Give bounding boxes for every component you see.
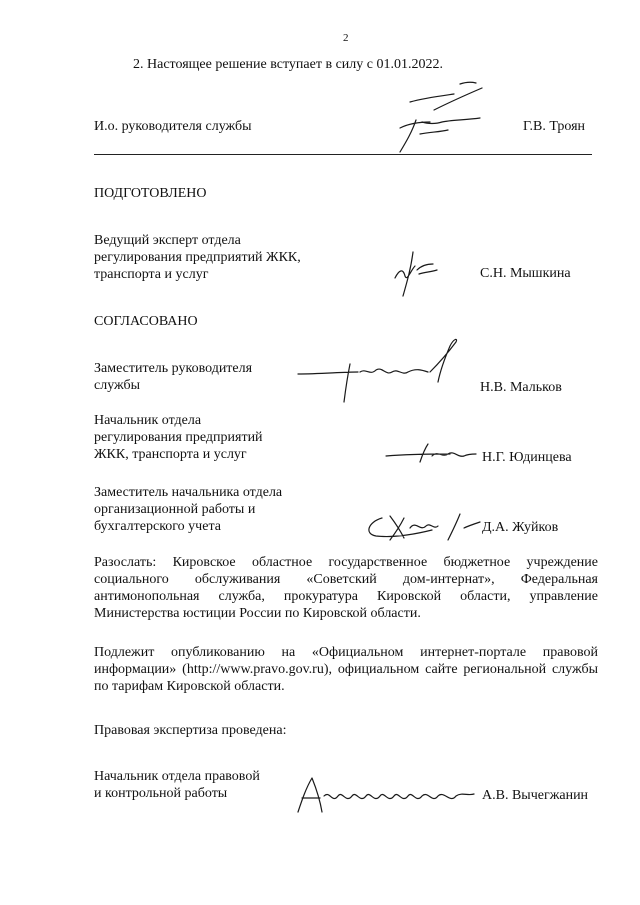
- distribution-text: Разослать: Кировское областное государственное бюджетное учреждение социального обслуживания «Советский дом-интернат», Федеральная антимонопольная служба, прокуратура Кировской области, управление Министерства юстиции России по Кировской области.: [94, 555, 598, 621]
- separator-line: [94, 154, 592, 155]
- legal-review-name: А.В. Вычегжанин: [482, 788, 589, 803]
- signer-1-position: Заместитель руководителя службы: [94, 361, 253, 393]
- signer-3-signature: [360, 500, 484, 550]
- clause-text: 2. Настоящее решение вступает в силу с 01.01.2022.: [133, 57, 443, 72]
- prepared-name: С.Н. Мышкина: [480, 266, 571, 281]
- signer-2-signature: [380, 430, 480, 470]
- legal-review-position: Начальник отдела правовой и контрольной работы: [94, 769, 260, 801]
- signer-1-signature: [290, 332, 470, 412]
- legal-review-note: Правовая экспертиза проведена:: [94, 723, 287, 738]
- head-signature: [370, 80, 500, 160]
- prepared-heading: ПОДГОТОВЛЕНО: [94, 186, 207, 201]
- prepared-signature: [385, 240, 445, 300]
- agreed-heading: СОГЛАСОВАНО: [94, 314, 198, 329]
- head-position: И.о. руководителя службы: [94, 119, 252, 134]
- page-number: 2: [343, 32, 349, 44]
- signer-3-name: Д.А. Жуйков: [482, 520, 559, 535]
- signer-3-position: Заместитель начальника отдела организационной работы и бухгалтерского учета: [94, 485, 283, 534]
- legal-review-signature: [290, 770, 486, 820]
- publication-text: Подлежит опубликованию на «Официальном интернет-портале правовой информации» (http://www.pravo.gov.ru), официальном сайте региональной службы по тарифам Кировской области.: [94, 645, 598, 694]
- head-name: Г.В. Троян: [523, 119, 586, 134]
- signer-1-name-text: Н.В. Мальков: [480, 380, 562, 395]
- signer-2-name: Н.Г. Юдинцева: [482, 450, 572, 465]
- signer-2-position: Начальник отдела регулирования предприятий ЖКК, транспорта и услуг: [94, 413, 263, 462]
- prepared-position: Ведущий эксперт отдела регулирования предприятий ЖКК, транспорта и услуг: [94, 233, 301, 282]
